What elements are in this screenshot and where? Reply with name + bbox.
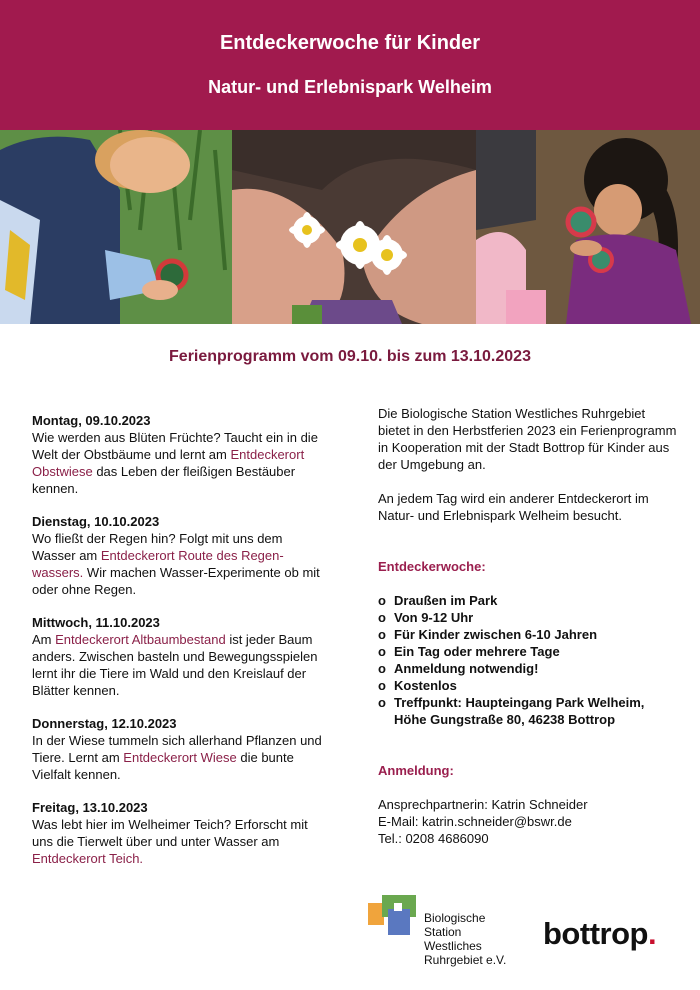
info-column [378,405,678,847]
day-heading: Mittwoch, 11.10.2023 [32,615,160,630]
header-banner [0,0,700,130]
list-item: o Kostenlos [378,678,457,693]
photo-girl-with-magnifier [476,130,700,324]
contact-email[interactable]: E-Mail: katrin.schneider@bswr.de [378,814,572,829]
list-item: o Für Kinder zwischen 6-10 Jahren [378,627,598,642]
list-item: o Anmeldung notwendig! [378,661,539,676]
program-period: Ferienprogramm vom 09.10. bis zum 13.10.2023 [169,348,531,365]
bullet-icon: o [378,661,386,676]
list-item: o Von 9-12 Uhr [378,610,474,625]
location-highlight: Entdeckerort Route des Regen-wassers. [32,548,284,580]
daily-program [32,412,324,883]
day-entry-thursday [32,715,324,783]
location-highlight: Entdeckerort Altbaumbestand [55,632,226,647]
facts-heading: Entdeckerwoche: [378,559,486,574]
registration-heading: Anmeldung: [378,763,454,778]
day-heading: Donnerstag, 12.10.2023 [32,716,177,731]
day-description: Wie werden aus Blüten Früchte? Taucht ein in die Welt der Obstbäume und lernt am Entdeckerort Obstwiese das Leben der fleißigen Bestäuber kennen. [32,430,318,496]
day-heading: Montag, 09.10.2023 [32,413,151,428]
intro-paragraph-2: An jedem Tag wird ein anderer Entdeckerort im Natur- und Erlebnispark Welheim besucht. [378,491,649,523]
contact-phone: Tel.: 0208 4686090 [378,831,489,846]
intro-paragraph: Die Biologische Station Westliches Ruhrgebiet bietet in den Herbstferien 2023 ein Ferienprogramm in Kooperation mit der Stadt Bottrop für Kinder aus der Umgebung an. [378,406,677,472]
bottrop-logo: bottrop. [543,916,657,951]
bullet-icon: o [378,593,386,608]
contact-person: Ansprechpartnerin: Katrin Schneider [378,797,588,812]
location-highlight: Entdeckerort Obstwiese [32,447,305,479]
list-item: o Ein Tag oder mehrere Tage [378,644,560,659]
day-description: Was lebt hier im Welheimer Teich? Erforscht mit uns die Tierwelt über und unter Wasser am Entdeckerort Teich. [32,817,308,866]
photo-strip [0,130,700,324]
bullet-icon: o [378,678,386,693]
bswr-logo-text: Biologische Station Westliches Ruhrgebiet e.V. [424,911,507,967]
photo-child-with-magnifier [0,130,232,324]
location-highlight: Entdeckerort Teich. [32,851,144,866]
bswr-logo-mark-icon [368,895,416,935]
day-entry-monday [32,412,324,497]
day-entry-wednesday [32,614,324,699]
day-heading: Freitag, 13.10.2023 [32,800,148,815]
day-description: Wo fließt der Regen hin? Folgt mit uns dem Wasser am Entdeckerort Route des Regen-wassers. Wir machen Wasser-Experimente ob mit oder ohne Regen. [32,531,320,597]
photo-hands-holding-daisies [232,130,476,324]
list-item: o Draußen im Park [378,593,498,608]
day-description: Am Entdeckerort Altbaumbestand ist jeder Baum anders. Zwischen basteln und Bewegungsspielen lernt ihr die Tiere im Wald und den Kreislauf der Blätter kennen. [32,632,318,698]
facts-list [378,592,678,728]
bullet-icon: o [378,644,386,659]
bullet-icon: o [378,695,386,710]
day-description: In der Wiese tummeln sich allerhand Pflanzen und Tiere. Lernt am Entdeckerort Wiese die bunte Vielfalt kennen. [32,733,322,782]
bswr-logo [368,895,518,975]
list-item: o Treffpunkt: Haupteingang Park Welheim, Höhe Gungstraße 80, 46238 Bottrop [378,695,645,727]
page-title: Entdeckerwoche für Kinder [219,32,481,54]
day-entry-friday [32,799,324,867]
location-highlight: Entdeckerort Wiese [123,750,237,765]
page-subtitle: Natur- und Erlebnispark Welheim [208,77,492,97]
bullet-icon: o [378,627,386,642]
day-entry-tuesday [32,513,324,598]
bullet-icon: o [378,610,386,625]
day-heading: Dienstag, 10.10.2023 [32,514,160,529]
